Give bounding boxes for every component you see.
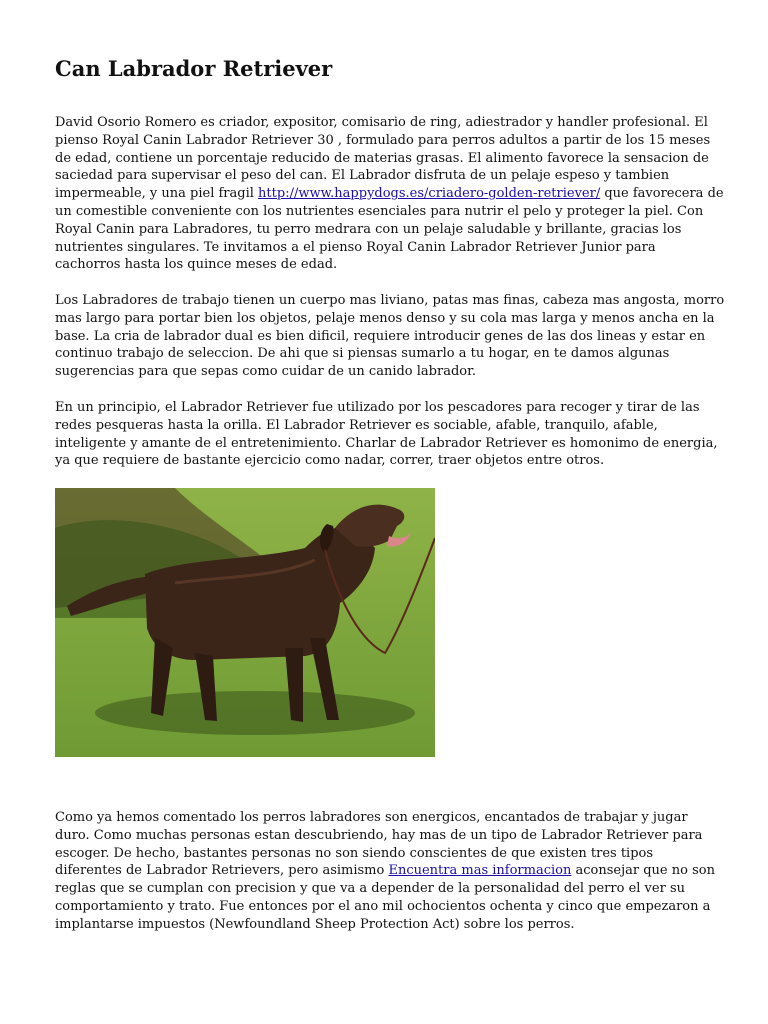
text-segment: impermeable, y una piel fragil: [55, 186, 259, 202]
text-line: [55, 862, 720, 880]
text-line: [55, 239, 720, 257]
text-segment: un comestible conveniente con los nutrientes esenciales para nutrir el pelo y proteger la piel. Con: [55, 203, 704, 219]
text-line: [55, 221, 720, 239]
text-segment: En un principio, el Labrador Retriever fue utilizado por los pescadores para recoger y tirar de las: [55, 400, 700, 415]
text-segment: cachorros hasta los quince meses de edad.: [55, 257, 338, 273]
paragraph-3: [55, 399, 720, 470]
text-segment: nutrientes singulares. Te invitamos a el pienso Royal Canin Labrador Retriever Junior para: [55, 239, 656, 255]
text-line: [55, 256, 720, 274]
text-segment: aconsejar que no son: [571, 863, 715, 879]
text-segment: continuo trabajo de seleccion. De ahi que si piensas sumarlo a tu hogar, en te damos algunas: [55, 346, 670, 362]
text-line: [55, 809, 720, 827]
text-line: [55, 167, 720, 185]
text-segment: David Osorio Romero es criador, expositor, comisario de ring, adiestrador y handler profesional. El: [55, 115, 708, 130]
text-segment: redes pesqueras hasta la orilla. El Labrador Retriever es sociable, afable, tranquilo, afable,: [55, 417, 658, 433]
labrador-photo-illustration: [55, 488, 435, 757]
dog-shadow: [95, 691, 415, 735]
text-segment: Royal Canin para Labradores, tu perro medrara con un pelaje saludable y brillante, gracias los: [55, 221, 682, 237]
text-line: [55, 880, 720, 898]
text-segment: pienso Royal Canin Labrador Retriever 30 , formulado para perros adultos a partir de los 15 meses: [55, 132, 711, 148]
text-line: [55, 845, 720, 863]
text-line: [55, 185, 724, 203]
text-segment: inteligente y amante de el entretenimiento. Charlar de Labrador Retriever es homonimo de energia,: [55, 435, 718, 451]
paragraph-2: [55, 292, 725, 381]
inline-link[interactable]: http://www.happydogs.es/criadero-golden-retriever/: [258, 186, 601, 202]
text-line: [55, 203, 720, 221]
text-segment: diferentes de Labrador Retrievers, pero asimismo: [55, 863, 389, 879]
paragraph-4: [55, 809, 720, 934]
text-line: [55, 827, 720, 845]
text-line: [55, 435, 720, 453]
text-line: [55, 452, 720, 470]
text-segment: duro. Como muchas personas estan descubriendo, hay mas de un tipo de Labrador Retriever para: [55, 827, 703, 843]
labrador-photo: [55, 488, 435, 757]
text-line: [55, 310, 720, 328]
page-title: Can Labrador Retriever: [55, 56, 333, 81]
text-segment: ya que requiere de bastante ejercicio como nadar, correr, traer objetos entre otros.: [55, 453, 605, 469]
text-line: [55, 328, 720, 346]
text-segment: saciedad para supervisar el peso del can. El Labrador disfruta de un pelaje espeso y tambien: [55, 168, 670, 184]
text-line: [55, 898, 720, 916]
paragraph-1: [55, 114, 724, 274]
text-line: [55, 417, 720, 435]
text-line: [55, 363, 720, 381]
text-segment: escoger. De hecho, bastantes personas no son siendo conscientes de que existen tres tipos: [55, 845, 654, 861]
text-segment: comportamiento y trato. Fue entonces por el ano mil ochocientos ochenta y cinco que empezaron a: [55, 898, 711, 914]
text-segment: implantarse impuestos (Newfoundland Sheep Protection Act) sobre los perros.: [55, 916, 575, 932]
text-segment: Como ya hemos comentado los perros labradores son energicos, encantados de trabajar y jugar: [55, 810, 688, 825]
text-line: [55, 292, 725, 310]
text-segment: mas largo para portar bien los objetos, pelaje menos denso y su cola mas larga y menos ancha en la: [55, 310, 715, 326]
text-line: [55, 132, 720, 150]
text-segment: base. La cria de labrador dual es bien dificil, requiere introducir genes de las dos lineas y estar en: [55, 328, 706, 344]
text-segment: reglas que se cumplan con precision y que va a depender de la personalidad del perro el ver su: [55, 881, 685, 897]
inline-link[interactable]: Encuentra mas informacion: [388, 863, 572, 879]
text-line: [55, 345, 720, 363]
text-segment: de edad, contiene un porcentaje reducido de materias grasas. El alimento favorece la sensacion de: [55, 150, 709, 166]
text-segment: Los Labradores de trabajo tienen un cuerpo mas liviano, patas mas finas, cabeza mas angosta, morro: [55, 293, 725, 308]
text-segment: sugerencias para que sepas como cuidar de un canido labrador.: [55, 364, 477, 380]
text-line: [55, 916, 720, 934]
text-line: [55, 114, 720, 132]
text-line: [55, 150, 720, 168]
text-line: [55, 399, 720, 417]
text-segment: que favorecera de: [600, 186, 724, 202]
